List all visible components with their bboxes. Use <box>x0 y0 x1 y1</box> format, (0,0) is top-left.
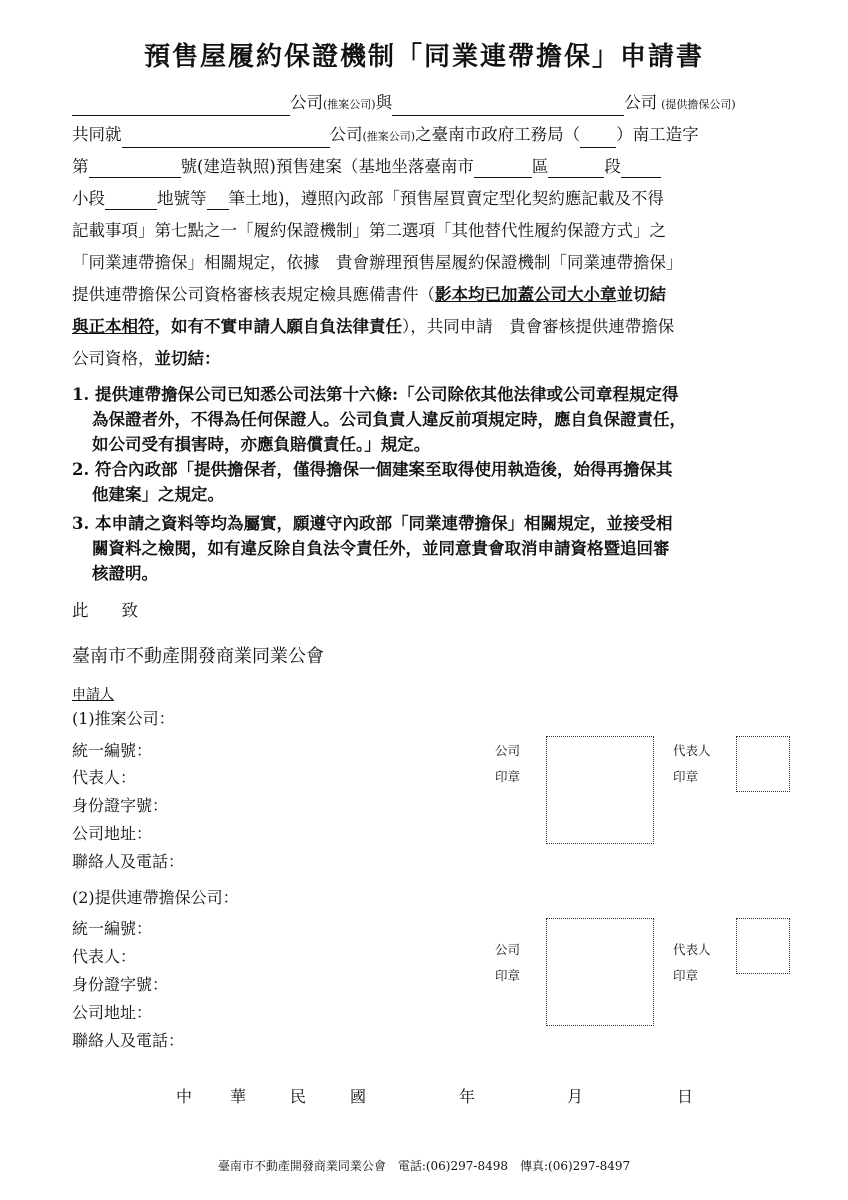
item-3-line-3: 核證明。 <box>92 564 158 583</box>
guarantor-contact-label: 聯絡人及電話： <box>72 1031 185 1050</box>
developer-idcard-label: 身份證字號： <box>72 796 169 815</box>
blank-subsection[interactable] <box>105 191 157 210</box>
date-char-2: 華 <box>230 1087 247 1106</box>
item-2-line-2: 他建案」之規定。 <box>92 485 224 504</box>
intro-line-5: 記載事項」第七點之一「履約保證機制」第二選項「其他替代性履約保證方式」之 <box>72 221 666 240</box>
intro-line-2: 共同就 公司(推案公司)之臺南市政府工務局（ ）南工造字 <box>72 124 699 148</box>
developer-tax-id-label: 統一編號： <box>72 741 153 760</box>
intro-line-4: 小段 地號等 筆土地)，遵照內政部「預售屋買賣定型化契約應記載及不得 <box>72 189 664 208</box>
applicant-heading: 申請人 <box>72 687 114 703</box>
guarantor-company-seal-label: 公司 印章 <box>495 942 521 983</box>
blank-developer-company[interactable] <box>72 97 290 116</box>
blank-parcel-count[interactable] <box>207 191 229 210</box>
guarantor-company-label: (2)提供連帶擔保公司： <box>72 888 239 907</box>
item-3-line-1: 3. 本申請之資料等均為屬實，願遵守內政部「同業連帶擔保」相關規定，並接受相 <box>72 514 673 533</box>
developer-rep-label: 代表人： <box>72 768 137 787</box>
intro-line-7: 提供連帶擔保公司資格審核表規定檢具應備書件（影本均已加蓋公司大小章並切結 <box>72 285 666 304</box>
item-1-line-1: 1. 提供連帶擔保公司已知悉公司法第十六條:「公司除依其他法律或公司章程規定得 <box>72 385 679 404</box>
date-char-1: 中 <box>176 1087 193 1106</box>
footer-contact: 臺南市不動產開發商業同業公會 電話:(06)297-8498 傳真:(06)297-8497 <box>217 1159 631 1173</box>
blank-district[interactable] <box>474 159 532 178</box>
developer-company-seal-label: 公司 印章 <box>495 743 521 784</box>
guarantor-tax-id-label: 統一編號： <box>72 919 153 938</box>
guarantor-idcard-label: 身份證字號： <box>72 975 169 994</box>
intro-line-1: 公司(推案公司)與 公司 (提供擔保公司) <box>72 92 736 116</box>
developer-rep-seal-label: 代表人 印章 <box>673 743 711 784</box>
item-1-line-2: 為保證者外，不得為任何保證人。公司負責人違反前項規定時，應自負保證責任， <box>92 410 686 429</box>
developer-contact-label: 聯絡人及電話： <box>72 852 185 871</box>
developer-company-label: (1)推案公司： <box>72 709 175 728</box>
blank-developer-company-2[interactable] <box>122 129 330 148</box>
developer-address-label: 公司地址： <box>72 824 153 843</box>
developer-rep-seal-box[interactable] <box>736 736 790 792</box>
guarantor-rep-label: 代表人： <box>72 947 137 966</box>
developer-company-seal-box[interactable] <box>546 736 654 844</box>
intro-line-9: 公司資格，並切結： <box>72 349 221 368</box>
guarantor-company-seal-box[interactable] <box>546 918 654 1026</box>
intro-line-3: 第 號(建造執照)預售建案（基地坐落臺南市 區 段 <box>72 156 661 178</box>
date-day-label: 日 <box>677 1087 694 1106</box>
guarantor-address-label: 公司地址： <box>72 1003 153 1022</box>
closing-salutation: 此 致 <box>72 601 138 620</box>
date-year-label: 年 <box>459 1087 476 1106</box>
guarantor-rep-seal-label: 代表人 印章 <box>673 942 711 983</box>
blank-permit-number[interactable] <box>89 159 181 178</box>
item-2-line-1: 2. 符合內政部「提供擔保者，僅得擔保一個建案至取得使用執造後，始得再擔保其 <box>72 460 673 479</box>
recipient: 臺南市不動產開發商業同業公會 <box>72 646 324 667</box>
date-char-3: 民 <box>290 1087 307 1106</box>
item-1-line-3: 如公司受有損害時，亦應負賠償責任。」規定。 <box>92 435 431 454</box>
item-3-line-2: 關資料之檢閱，如有違反除自負法令責任外，並同意貴會取消申請資格暨追回審 <box>92 539 670 558</box>
blank-section-2[interactable] <box>621 159 661 178</box>
date-char-4: 國 <box>350 1087 367 1106</box>
guarantor-rep-seal-box[interactable] <box>736 918 790 974</box>
blank-guarantor-company[interactable] <box>392 97 624 116</box>
intro-line-8: 與正本相符，如有不實申請人願自負法律責任），共同申請 貴會審核提供連帶擔保 <box>72 317 675 336</box>
blank-section[interactable] <box>548 159 604 178</box>
blank-year[interactable] <box>580 129 616 148</box>
intro-line-6: 「同業連帶擔保」相關規定，依據 貴會辦理預售屋履約保證機制「同業連帶擔保」 <box>72 253 683 272</box>
date-month-label: 月 <box>567 1087 584 1106</box>
form-title: 預售屋履約保證機制「同業連帶擔保」申請書 <box>143 42 704 72</box>
